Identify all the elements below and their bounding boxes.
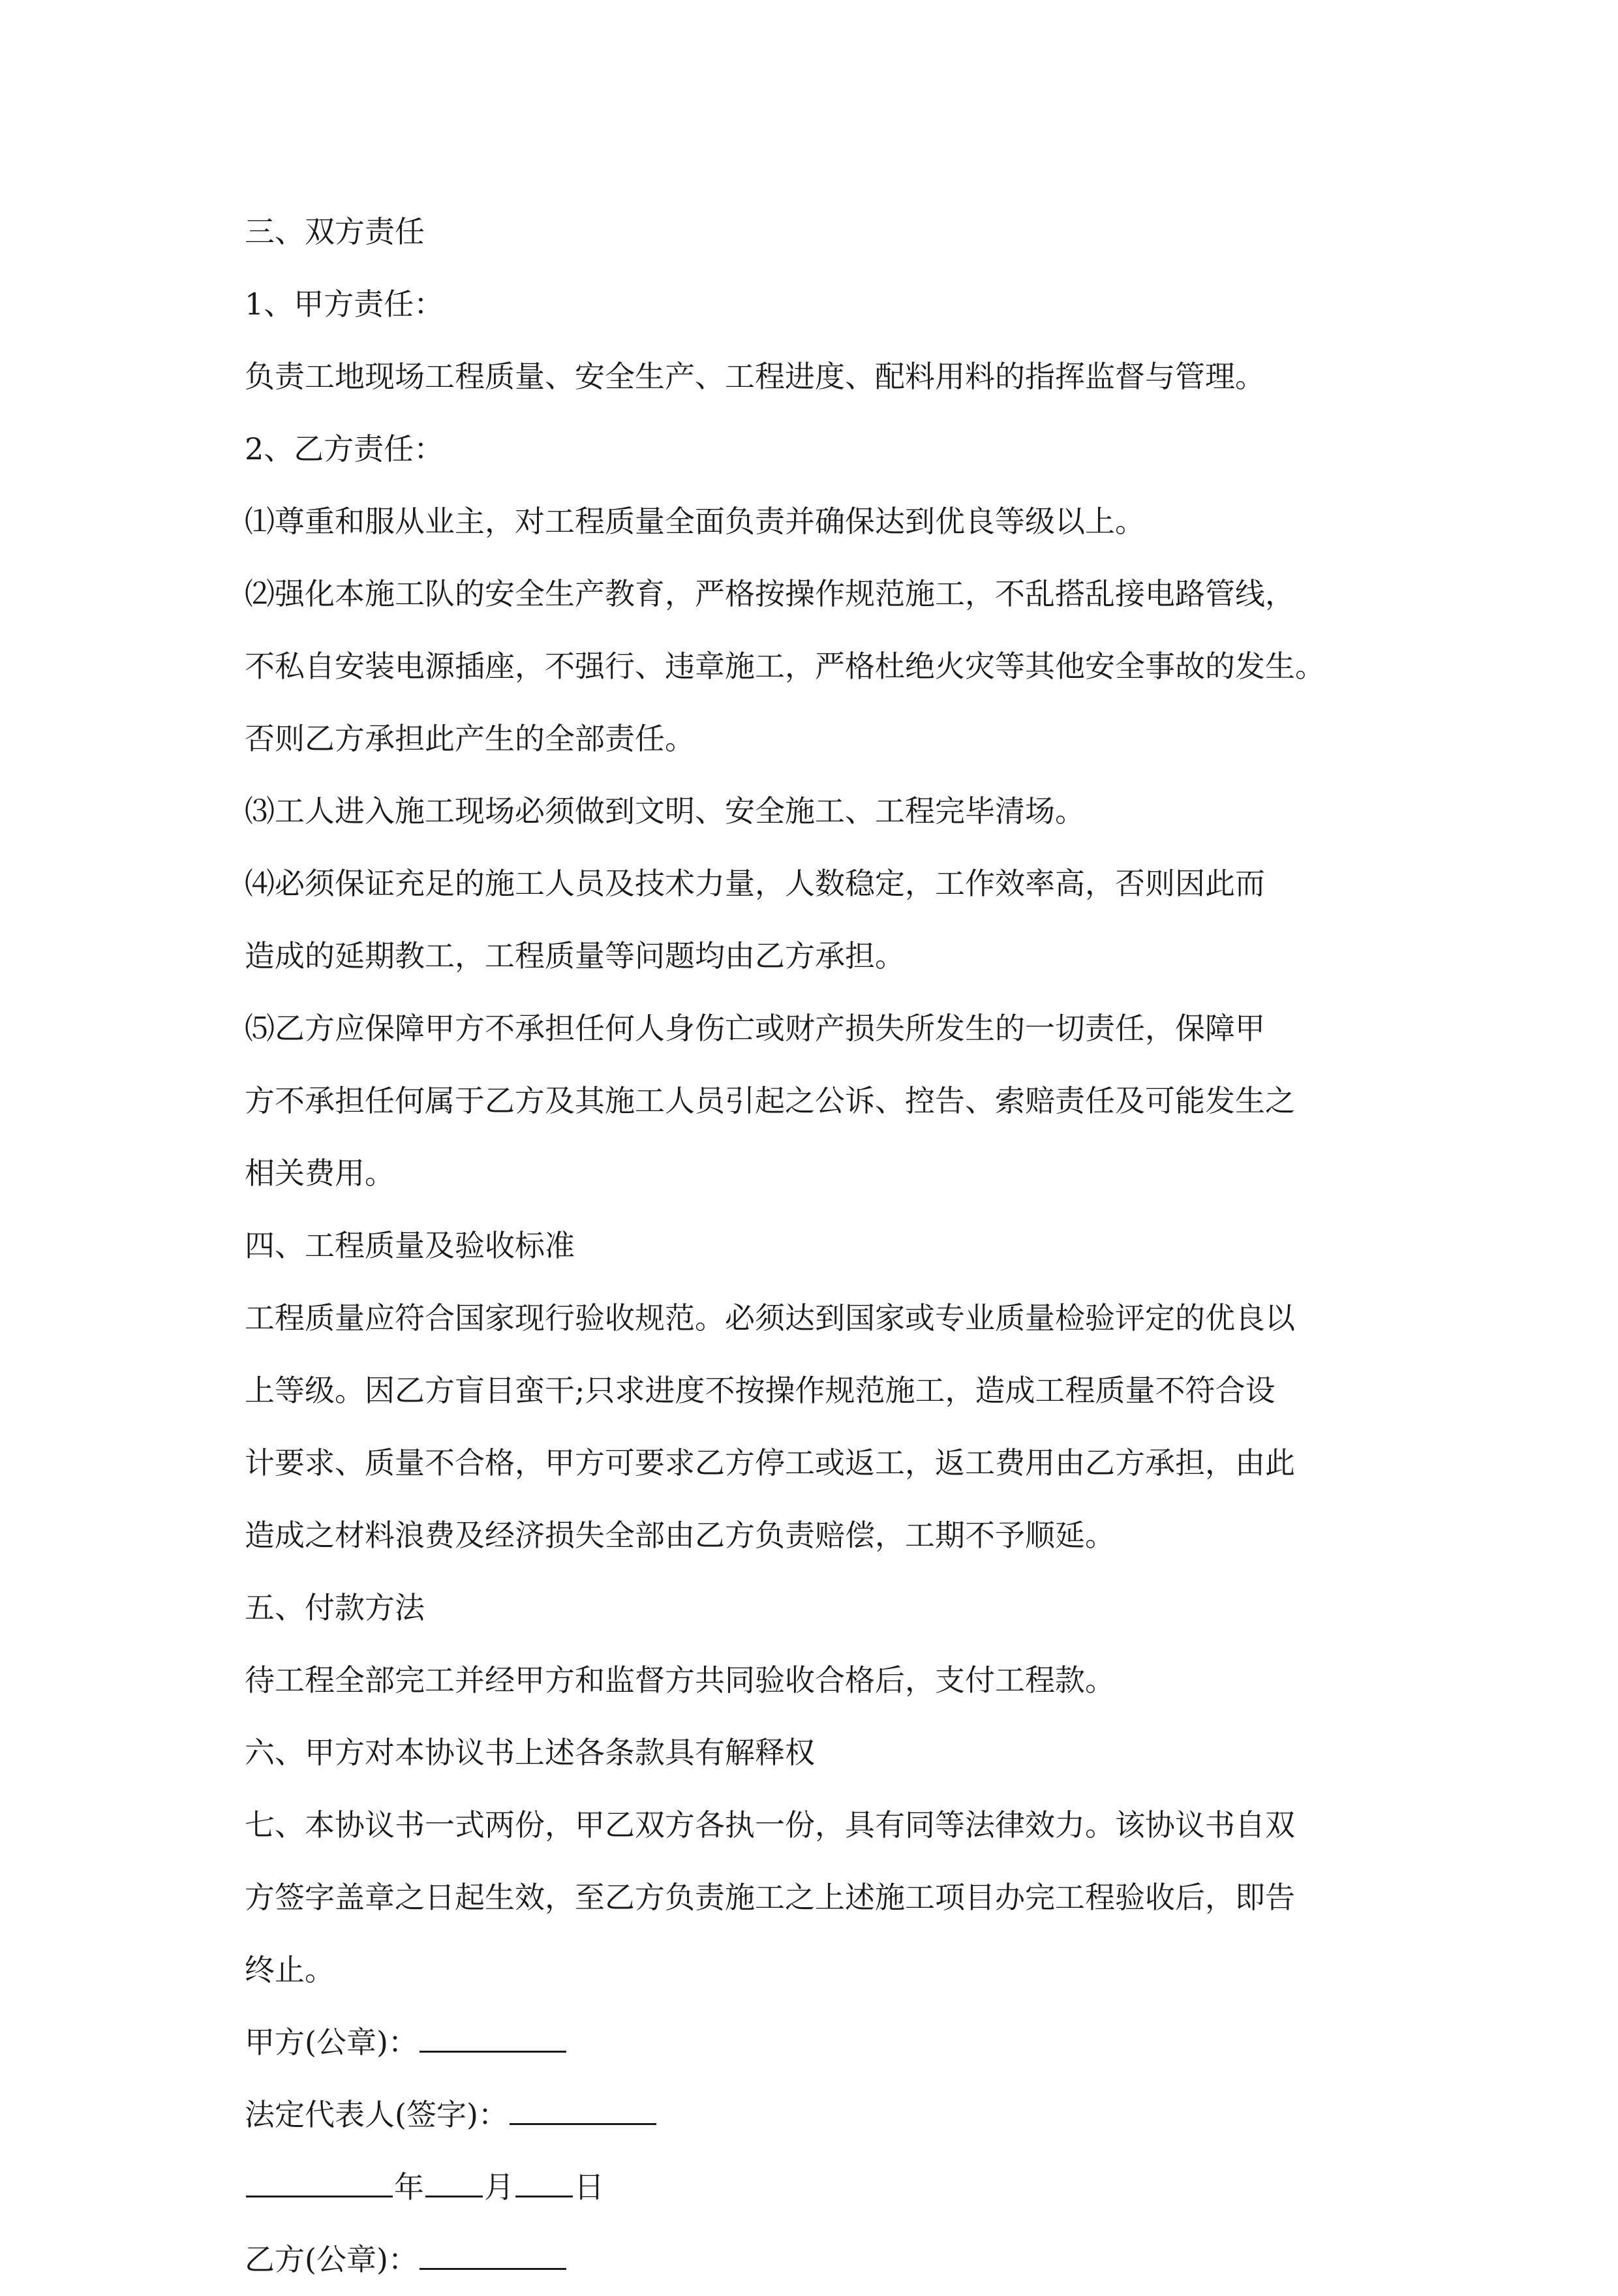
party-b-duty-item-1: ⑴尊重和服从业主，对工程质量全面负责并确保达到优良等级以上。 <box>245 504 1145 539</box>
party-b-duty-title: 2、乙方责任： <box>245 431 444 467</box>
section-4-line-4: 造成之材料浪费及经济损失全部由乙方负责赔偿，工期不予顺延。 <box>245 1518 1115 1553</box>
party-b-seal-label: 乙方(公章)： <box>245 2242 418 2277</box>
section-7-line-2: 方签字盖章之日起生效，至乙方负责施工之上述施工项目办完工程验收后，即告 <box>245 1880 1295 1915</box>
party-b-seal-blank <box>420 2238 566 2270</box>
section-3-title: 三、双方责任 <box>245 214 425 249</box>
party-a-duty-text: 负责工地现场工程质量、安全生产、工程进度、配料用料的指挥监督与管理。 <box>245 359 1265 394</box>
party-a-seal-blank <box>420 2021 566 2053</box>
legal-rep-signature-label: 法定代表人(签字)： <box>245 2097 508 2132</box>
section-5-text: 待工程全部完工并经甲方和监督方共同验收合格后，支付工程款。 <box>245 1662 1115 1698</box>
section-5-title: 五、付款方法 <box>245 1590 425 1625</box>
section-7-line-1: 七、本协议书一式两份，甲乙双方各执一份，具有同等法律效力。该协议书自双 <box>245 1807 1295 1843</box>
day-label: 日 <box>574 2169 604 2205</box>
party-b-duty-item-5-line-2: 方不承担任何属于乙方及其施工人员引起之公诉、控告、索赔责任及可能发生之 <box>245 1083 1295 1118</box>
party-a-seal-label: 甲方(公章)： <box>245 2025 418 2060</box>
party-a-duty-title: 1、甲方责任： <box>245 286 444 322</box>
party-b-duty-item-2-line-2: 不私自安装电源插座，不强行、违章施工，严格杜绝火灾等其他安全事故的发生。 <box>245 649 1325 684</box>
month-label: 月 <box>484 2169 514 2205</box>
party-a-seal-line <box>245 2006 1393 2079</box>
day-blank <box>515 2166 573 2197</box>
date-line <box>245 2151 1393 2224</box>
document-page <box>245 196 1393 2296</box>
party-b-seal-line <box>245 2224 1393 2296</box>
party-b-duty-item-3: ⑶工人进入施工现场必须做到文明、安全施工、工程完毕清场。 <box>245 793 1085 829</box>
section-4-line-2: 上等级。因乙方盲目蛮干;只求进度不按操作规范施工，造成工程质量不符合设 <box>245 1373 1275 1408</box>
section-7-line-3: 终止。 <box>245 1952 335 1987</box>
year-label: 年 <box>394 2169 424 2205</box>
section-4-line-1: 工程质量应符合国家现行验收规范。必须达到国家或专业质量检验评定的优良以 <box>245 1300 1295 1336</box>
section-6-title: 六、甲方对本协议书上述各条款具有解释权 <box>245 1735 815 1770</box>
party-b-duty-item-5-line-3: 相关费用。 <box>245 1156 395 1191</box>
party-b-duty-item-5-line-1: ⑸乙方应保障甲方不承担任何人身伤亡或财产损失所发生的一切责任，保障甲 <box>245 1011 1265 1046</box>
party-b-duty-item-4-line-2: 造成的延期教工，工程质量等问题均由乙方承担。 <box>245 938 905 973</box>
party-b-duty-item-2-line-1: ⑵强化本施工队的安全生产教育，严格按操作规范施工，不乱搭乱接电路管线， <box>245 576 1295 611</box>
section-4-line-3: 计要求、质量不合格，甲方可要求乙方停工或返工，返工费用由乙方承担，由此 <box>245 1445 1295 1480</box>
year-blank <box>246 2166 393 2197</box>
legal-rep-signature-line <box>245 2079 1393 2151</box>
month-blank <box>425 2166 483 2197</box>
party-b-duty-item-4-line-1: ⑷必须保证充足的施工人员及技术力量，人数稳定，工作效率高，否则因此而 <box>245 866 1265 901</box>
party-b-duty-item-2-line-3: 否则乙方承担此产生的全部责任。 <box>245 721 695 756</box>
legal-rep-signature-blank <box>510 2093 656 2125</box>
section-4-title: 四、工程质量及验收标准 <box>245 1228 575 1263</box>
